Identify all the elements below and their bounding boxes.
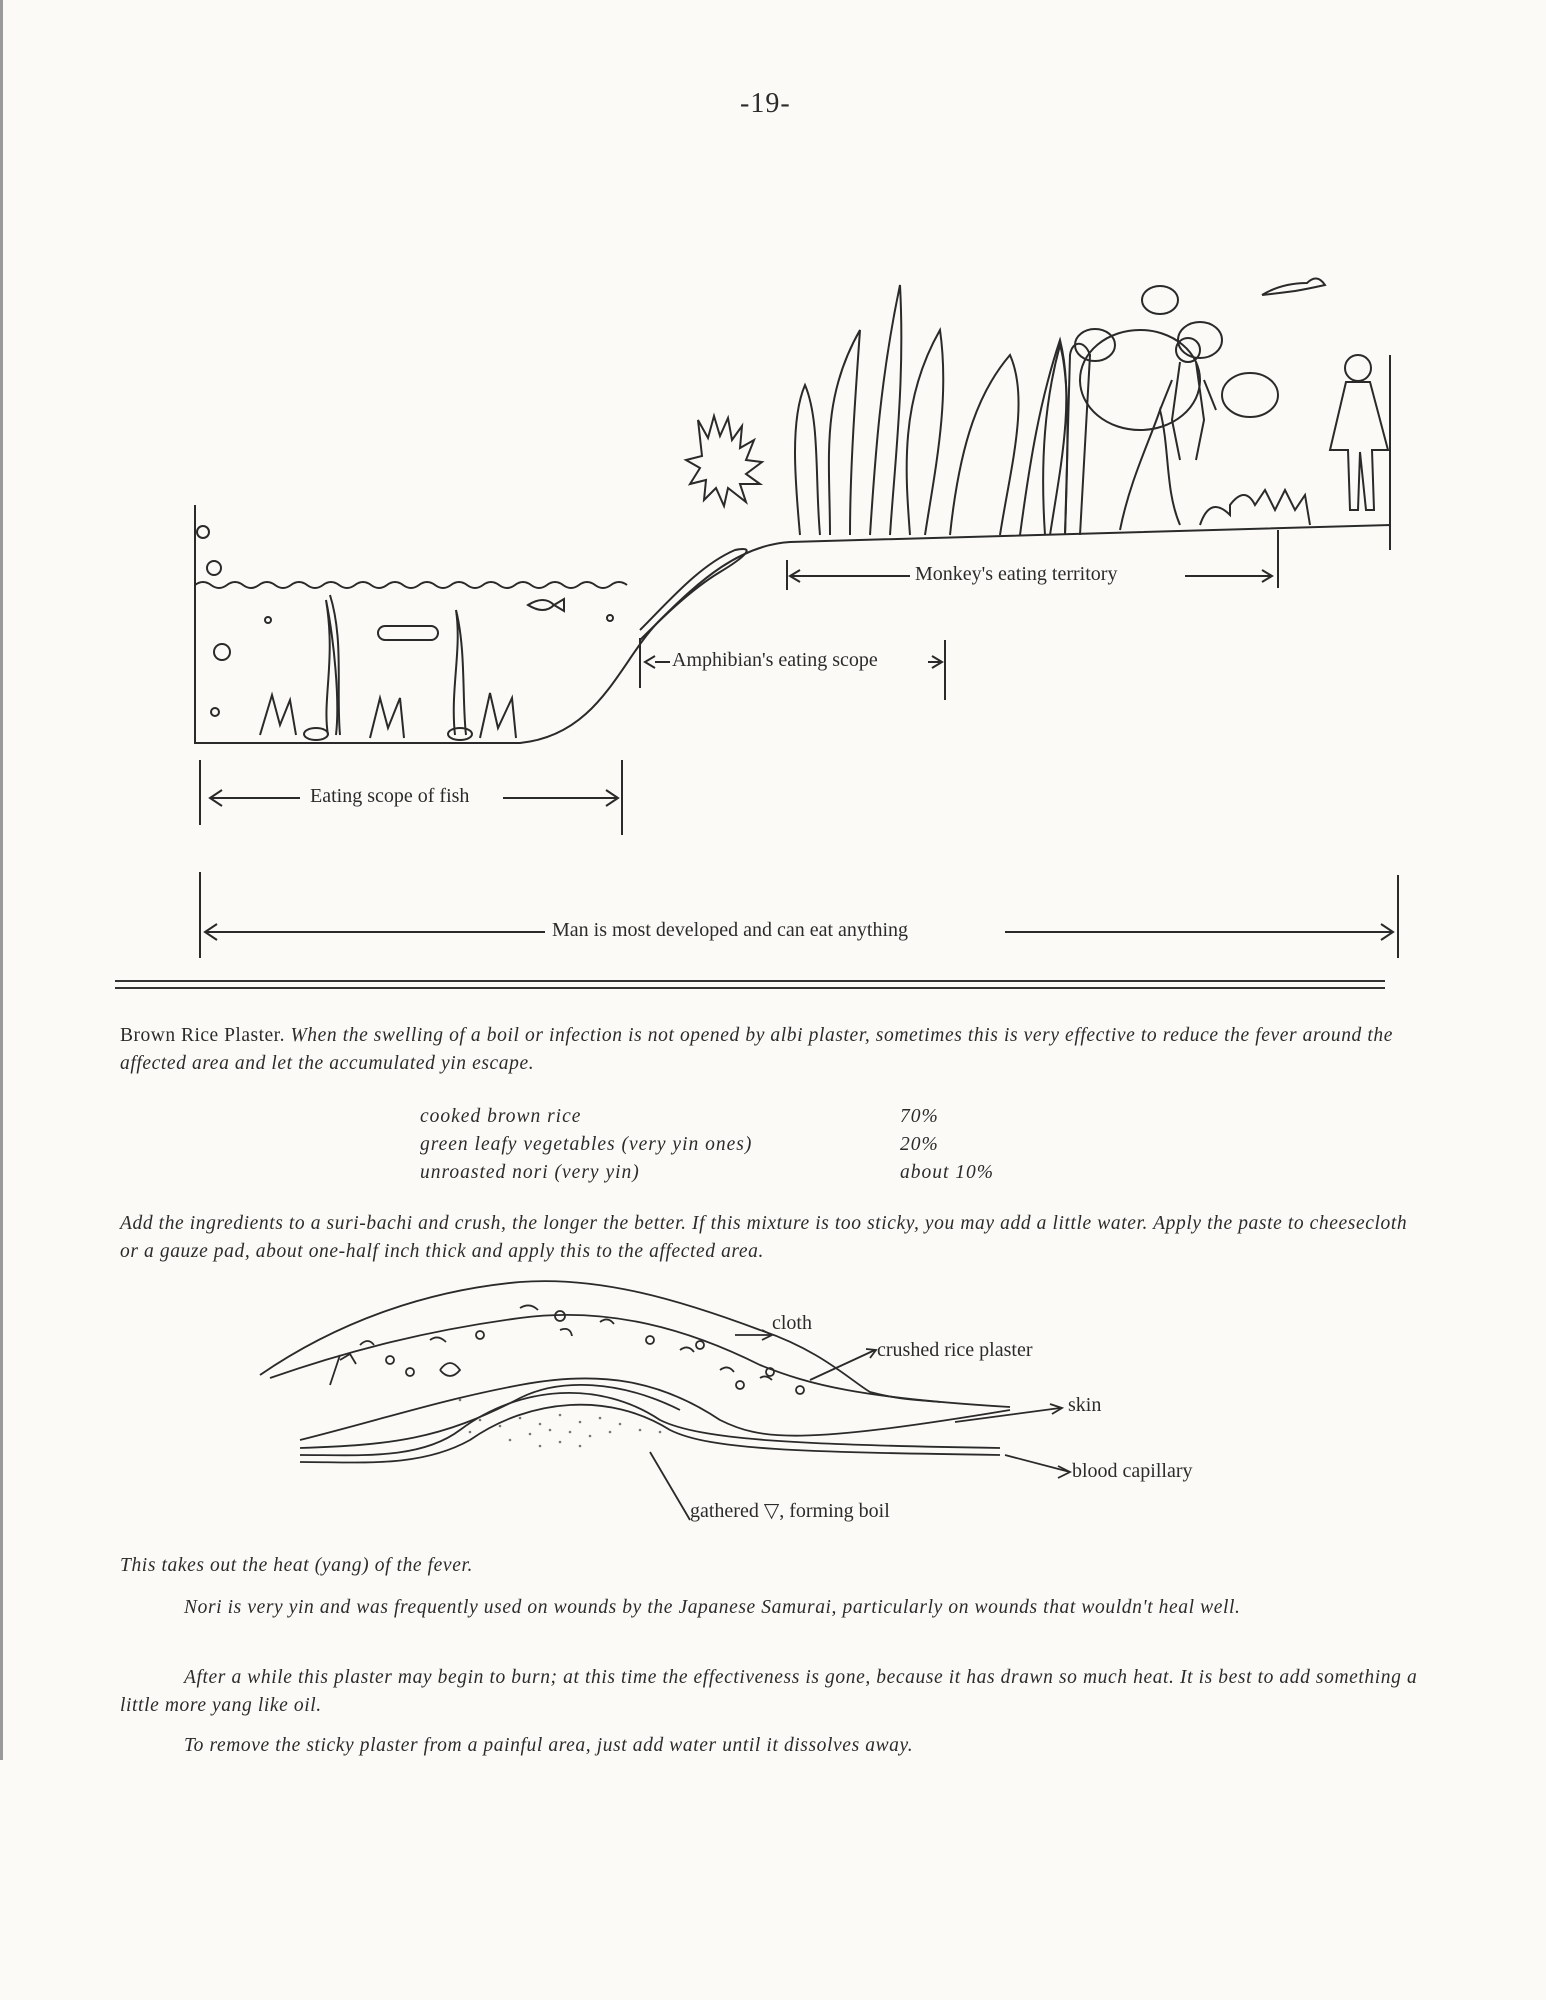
body-paragraph: This takes out the heat (yang) of the fever.: [120, 1555, 473, 1576]
instructions-paragraph: Add the ingredients to a suri-bachi and crush, the longer the better. If this mixture is too sticky, you may add a little water. Apply the paste to cheesecloth or a gauze pad, about one-half inch thick and apply this to the affected area.: [120, 1213, 1408, 1262]
skin-label: skin: [1068, 1394, 1102, 1416]
blood-capillary-label: blood capillary: [1072, 1460, 1193, 1482]
fish-scope-label: Eating scope of fish: [310, 785, 470, 807]
intro-text: When the swelling of a boil or infection is not opened by albi plaster, sometimes this is very effective to reduce the fever around the affected area and let the accumulated yin escape.: [120, 1025, 1393, 1074]
recipe-item: unroasted nori (very yin): [420, 1162, 640, 1183]
amphibian-scope-label: Amphibian's eating scope: [672, 649, 878, 671]
recipe-item: green leafy vegetables (very yin ones): [420, 1134, 753, 1155]
body-paragraph: After a while this plaster may begin to burn; at this time the effectiveness is gone, because it has drawn so much heat. It is best to add something a little more yang like oil.: [120, 1667, 1418, 1716]
recipe-amount: 20%: [900, 1134, 939, 1155]
gathered-boil-label: gathered ▽, forming boil: [690, 1500, 890, 1522]
recipe-amount: about 10%: [900, 1162, 995, 1183]
cloth-label: cloth: [772, 1312, 812, 1334]
body-paragraph: Nori is very yin and was frequently used on wounds by the Japanese Samurai, particularly on wounds that wouldn't heal well.: [184, 1597, 1241, 1618]
man-scope-label: Man is most developed and can eat anything: [552, 919, 909, 941]
recipe-item: cooked brown rice: [420, 1106, 582, 1127]
page-number: -19-: [740, 88, 791, 119]
monkey-territory-label: Monkey's eating territory: [915, 563, 1118, 585]
recipe-amount: 70%: [900, 1106, 939, 1127]
section-heading: Brown Rice Plaster.: [120, 1025, 285, 1046]
body-paragraph: To remove the sticky plaster from a painful area, just add water until it dissolves away.: [184, 1735, 914, 1756]
crushed-rice-plaster-label: crushed rice plaster: [877, 1339, 1033, 1361]
